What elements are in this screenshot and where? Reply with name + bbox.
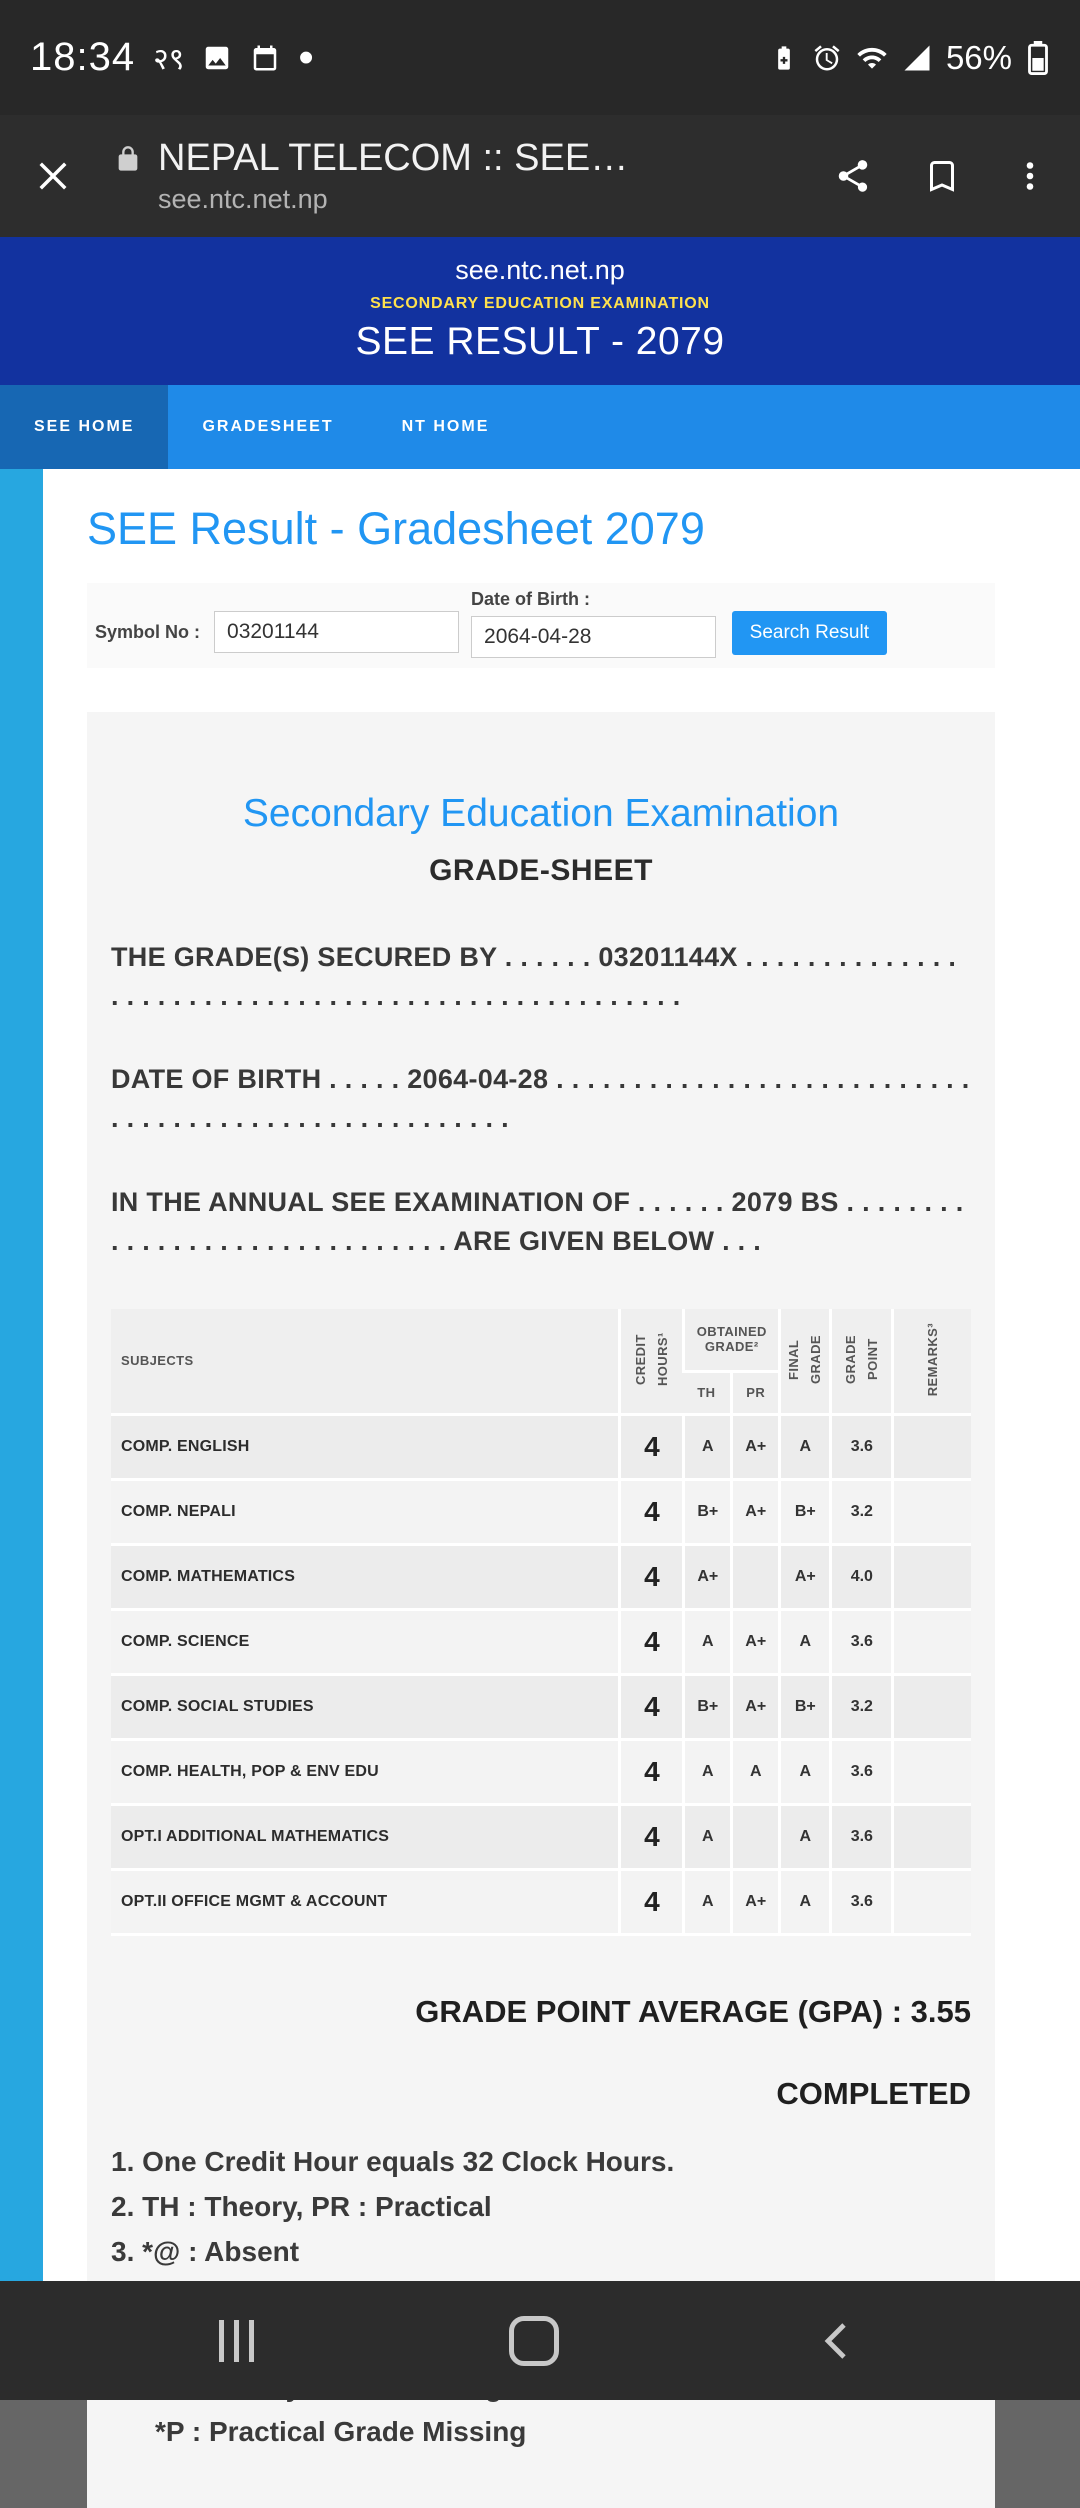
close-tab-button[interactable] xyxy=(32,155,74,197)
cell-credit-hours: 4 xyxy=(618,1676,682,1741)
cell-subject: COMP. NEPALI xyxy=(111,1481,618,1546)
cell-subject: COMP. MATHEMATICS xyxy=(111,1546,618,1611)
table-row xyxy=(111,1741,971,1806)
cell-theory-grade: A xyxy=(682,1416,730,1481)
calendar-notification-icon xyxy=(250,43,280,73)
cell-remarks xyxy=(891,1676,971,1741)
main-content xyxy=(43,469,1080,2447)
cell-remarks xyxy=(891,1546,971,1611)
table-row xyxy=(111,1611,971,1676)
cell-grade-point: 4.0 xyxy=(829,1546,891,1611)
nepali-date-notification: २९ xyxy=(153,43,185,76)
cell-remarks xyxy=(891,1416,971,1481)
cell-theory-grade: B+ xyxy=(682,1676,730,1741)
banner-title: SEE RESULT - 2079 xyxy=(355,320,725,363)
grades-table xyxy=(111,1309,971,1936)
search-result-button[interactable]: Search Result xyxy=(732,611,887,655)
cell-credit-hours: 4 xyxy=(618,1481,682,1546)
site-nav xyxy=(0,385,1080,469)
cell-practical-grade: A+ xyxy=(730,1871,778,1936)
cell-theory-grade: A xyxy=(682,1871,730,1936)
table-row xyxy=(111,1806,971,1871)
secured-by-line: THE GRADE(S) SECURED BY . . . . . . 03201144X . . . . . . . . . . . . . . . . . . . . . . . . . . . . . . . . . . . . . . . . . . . . . . . . . . . xyxy=(111,942,957,1012)
battery-percent: 56% xyxy=(945,38,1012,76)
col-header-final-grade: FINAL GRADE xyxy=(778,1309,829,1416)
symbol-no-label: Symbol No : xyxy=(95,621,201,642)
cell-practical-grade: A xyxy=(730,1741,778,1806)
cell-grade-point: 3.6 xyxy=(829,1806,891,1871)
cell-remarks xyxy=(891,1481,971,1546)
symbol-no-input[interactable] xyxy=(214,611,459,653)
status-bar xyxy=(0,0,1080,115)
cell-practical-grade: A+ xyxy=(730,1676,778,1741)
cell-final-grade: A xyxy=(778,1871,829,1936)
gradesheet-card xyxy=(87,712,995,2508)
col-header-th: TH xyxy=(682,1373,730,1416)
cell-final-grade: A xyxy=(778,1611,829,1676)
cell-practical-grade: A+ xyxy=(730,1611,778,1676)
page-heading: SEE Result - Gradesheet 2079 xyxy=(87,503,705,554)
cell-final-grade: A+ xyxy=(778,1546,829,1611)
browser-toolbar xyxy=(0,115,1080,237)
cell-theory-grade: A xyxy=(682,1611,730,1676)
status-bar-right xyxy=(770,39,1050,77)
url-bar[interactable] xyxy=(114,137,794,215)
browser-url: see.ntc.net.np xyxy=(158,184,328,214)
browser-page-title: NEPAL TELECOM :: SEE… xyxy=(158,137,629,179)
tab-see-home[interactable]: SEE HOME xyxy=(0,385,168,469)
status-bar-left xyxy=(30,32,314,82)
table-row xyxy=(111,1546,971,1611)
tab-gradesheet[interactable]: GRADESHEET xyxy=(202,418,334,435)
col-header-remarks: REMARKS³ xyxy=(891,1309,971,1416)
cell-subject: OPT.II OFFICE MGMT & ACCOUNT xyxy=(111,1871,618,1936)
table-row xyxy=(111,1481,971,1546)
home-icon xyxy=(509,2316,559,2366)
footnote-line: 3. *@ : Absent xyxy=(111,2235,300,2267)
cell-subject: OPT.I ADDITIONAL MATHEMATICS xyxy=(111,1806,618,1871)
cell-practical-grade: A+ xyxy=(730,1416,778,1481)
cell-remarks xyxy=(891,1611,971,1676)
cell-final-grade: A xyxy=(778,1416,829,1481)
dob-input[interactable] xyxy=(471,616,716,658)
dob-line: DATE OF BIRTH . . . . . 2064-04-28 . . . . . . . . . . . . . . . . . . . . . . . . . . . . . . . . . . . . . . . . . . . . . . . . . . . . . xyxy=(111,1064,970,1134)
table-row xyxy=(111,1871,971,1936)
cell-theory-grade: A xyxy=(682,1741,730,1806)
gpa-line: GRADE POINT AVERAGE (GPA) : 3.55 xyxy=(415,1993,971,2029)
cell-subject: COMP. HEALTH, POP & ENV EDU xyxy=(111,1741,618,1806)
footnote-line: 2. TH : Theory, PR : Practical xyxy=(111,2190,492,2222)
cell-final-grade: B+ xyxy=(778,1676,829,1741)
cell-final-grade: A xyxy=(778,1741,829,1806)
cell-subject: COMP. SCIENCE xyxy=(111,1611,618,1676)
cell-grade-point: 3.2 xyxy=(829,1481,891,1546)
page-left-margin-strip xyxy=(0,469,43,2281)
cell-grade-point: 3.2 xyxy=(829,1676,891,1741)
cell-credit-hours: 4 xyxy=(618,1806,682,1871)
site-banner xyxy=(0,237,1080,385)
photo-notification-icon xyxy=(202,43,232,73)
overflow-menu-button[interactable] xyxy=(1012,158,1048,194)
cell-theory-grade: B+ xyxy=(682,1481,730,1546)
cell-practical-grade xyxy=(730,1806,778,1871)
cell-grade-point: 3.6 xyxy=(829,1871,891,1936)
back-button[interactable] xyxy=(814,2317,862,2365)
cell-final-grade: B+ xyxy=(778,1481,829,1546)
wifi-icon xyxy=(856,42,888,74)
col-header-credit-hours: CREDIT HOURS¹ xyxy=(618,1309,682,1416)
cell-credit-hours: 4 xyxy=(618,1611,682,1676)
page-content xyxy=(0,469,1080,2447)
table-row xyxy=(111,1416,971,1481)
table-row xyxy=(111,1676,971,1741)
back-icon xyxy=(814,2317,862,2365)
cell-remarks xyxy=(891,1741,971,1806)
cell-subject: COMP. SOCIAL STUDIES xyxy=(111,1676,618,1741)
dob-label: Date of Birth : xyxy=(471,589,591,609)
share-button[interactable] xyxy=(834,157,872,195)
battery-icon xyxy=(1026,41,1050,75)
cellular-signal-icon xyxy=(902,43,932,73)
cell-remarks xyxy=(891,1871,971,1936)
browser-actions xyxy=(834,157,1048,195)
secure-lock-icon xyxy=(114,145,142,173)
cell-practical-grade: A+ xyxy=(730,1481,778,1546)
cell-grade-point: 3.6 xyxy=(829,1416,891,1481)
cell-theory-grade: A xyxy=(682,1806,730,1871)
home-button[interactable] xyxy=(509,2316,559,2366)
banner-subtitle: SECONDARY EDUCATION EXAMINATION xyxy=(370,295,710,312)
exam-year-line: IN THE ANNUAL SEE EXAMINATION OF . . . . . . 2079 BS . . . . . . . . . . . . . . . . . . . . . . . . . . . . . . ARE GIVEN BELOW . . . xyxy=(111,1186,964,1256)
col-header-subjects: SUBJECTS xyxy=(111,1309,618,1416)
doc-title: GRADE-SHEET xyxy=(429,854,653,887)
cell-credit-hours: 4 xyxy=(618,1416,682,1481)
grades-tbody xyxy=(111,1416,971,1936)
cell-theory-grade: A+ xyxy=(682,1546,730,1611)
cell-credit-hours: 4 xyxy=(618,1741,682,1806)
android-nav-bar xyxy=(0,2281,1080,2400)
cell-final-grade: A xyxy=(778,1806,829,1871)
cell-credit-hours: 4 xyxy=(618,1871,682,1936)
footnote-line: *P : Practical Grade Missing xyxy=(155,2415,527,2447)
banner-domain: see.ntc.net.np xyxy=(455,255,625,285)
recents-button[interactable] xyxy=(219,2320,254,2362)
cell-grade-point: 3.6 xyxy=(829,1741,891,1806)
exam-org-title: Secondary Education Examination xyxy=(242,792,840,835)
more-notifications-dot: • xyxy=(298,32,314,82)
col-header-pr: PR xyxy=(730,1373,778,1416)
cell-remarks xyxy=(891,1806,971,1871)
footnote-line: 1. One Credit Hour equals 32 Clock Hours. xyxy=(111,2145,675,2177)
tab-nt-home[interactable]: NT HOME xyxy=(401,418,490,435)
cell-grade-point: 3.6 xyxy=(829,1611,891,1676)
col-header-grade-point: GRADE POINT xyxy=(829,1309,891,1416)
cell-practical-grade xyxy=(730,1546,778,1611)
search-form xyxy=(87,583,995,668)
battery-saver-icon xyxy=(770,44,798,72)
cell-subject: COMP. ENGLISH xyxy=(111,1416,618,1481)
alarm-icon xyxy=(812,43,842,73)
result-status: COMPLETED xyxy=(776,2075,971,2111)
recents-icon xyxy=(219,2320,254,2362)
col-header-obtained-grade: OBTAINED GRADE² xyxy=(682,1309,778,1373)
clock: 18:34 xyxy=(30,35,136,79)
cell-credit-hours: 4 xyxy=(618,1546,682,1611)
bookmark-button[interactable] xyxy=(924,158,960,194)
